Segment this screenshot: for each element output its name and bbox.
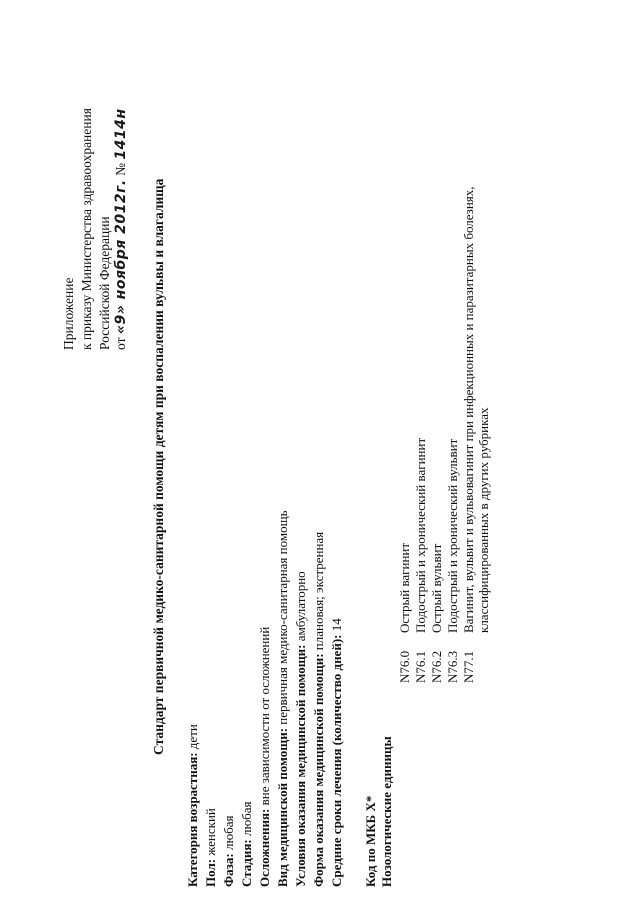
document-title: Стандарт первичной медико-санитарной помощи детям при воспалении вульвы и влагалища — [151, 178, 166, 755]
header-line-country: Российской Федерации — [97, 216, 112, 350]
handwritten-number: 1414н — [113, 108, 129, 160]
param-care-form — [312, 532, 326, 887]
param-label: Условия оказания медицинской помощи: — [293, 644, 308, 887]
param-phase — [222, 815, 236, 887]
mkb-code: N76.0 — [397, 650, 412, 683]
param-care-conditions — [294, 571, 308, 887]
param-label: Средние сроки лечения (количество дней): — [329, 634, 344, 887]
param-care-type — [276, 510, 290, 887]
param-label: Фаза: — [221, 853, 236, 887]
param-value: вне зависимости от осложнений — [257, 626, 272, 809]
param-sex — [204, 808, 218, 887]
param-value: любая — [221, 815, 236, 854]
mkb-code: N76.2 — [429, 650, 444, 683]
param-value: первичная медико-санитарная помощь — [275, 510, 290, 728]
header-line-appendix: Приложение — [61, 277, 76, 350]
mkb-code: N76.3 — [445, 650, 460, 683]
param-label: Осложнения: — [257, 808, 272, 887]
nosology-name: Вагинит, вульвит и вульвовагинит при инфекционных и паразитарных болезнях, классифицированных в других рубриках — [461, 186, 491, 633]
param-value: плановая; экстренная — [311, 531, 326, 654]
header-line-date — [114, 109, 128, 351]
nosology-name: Подострый и хронический вульвит — [445, 438, 460, 633]
param-duration — [330, 618, 344, 887]
param-value: любая — [239, 801, 254, 840]
param-value: дети — [185, 724, 200, 753]
number-prefix: № — [113, 163, 128, 176]
mkb-code-label: Код по МКБ X* — [363, 795, 378, 887]
nosology-name: Острый вагинит — [397, 542, 412, 633]
mkb-code: N76.1 — [413, 650, 428, 683]
nosology-name: Острый вульвит — [429, 543, 444, 633]
nosology-name: Подострый и хронический вагинит — [413, 437, 428, 633]
param-stage — [240, 801, 254, 887]
param-value: 14 — [329, 618, 344, 635]
param-label: Пол: — [203, 858, 218, 887]
nosology-label: Нозологические единицы — [379, 736, 394, 887]
param-label: Вид медицинской помощи: — [275, 727, 290, 887]
param-value: женский — [203, 808, 218, 859]
handwritten-date: «9» ноября 2012г. — [113, 179, 129, 335]
header-line-order: к приказу Министерства здравоохранения — [79, 108, 94, 350]
param-complications — [258, 627, 272, 887]
param-age — [186, 724, 200, 887]
date-prefix: от — [113, 337, 128, 350]
param-value: амбулаторно — [293, 571, 308, 645]
param-label: Категория возрастная: — [185, 752, 200, 887]
param-label: Форма оказания медицинской помощи: — [311, 653, 326, 887]
mkb-code: N77.1 — [461, 650, 476, 683]
param-label: Стадия: — [239, 839, 254, 887]
